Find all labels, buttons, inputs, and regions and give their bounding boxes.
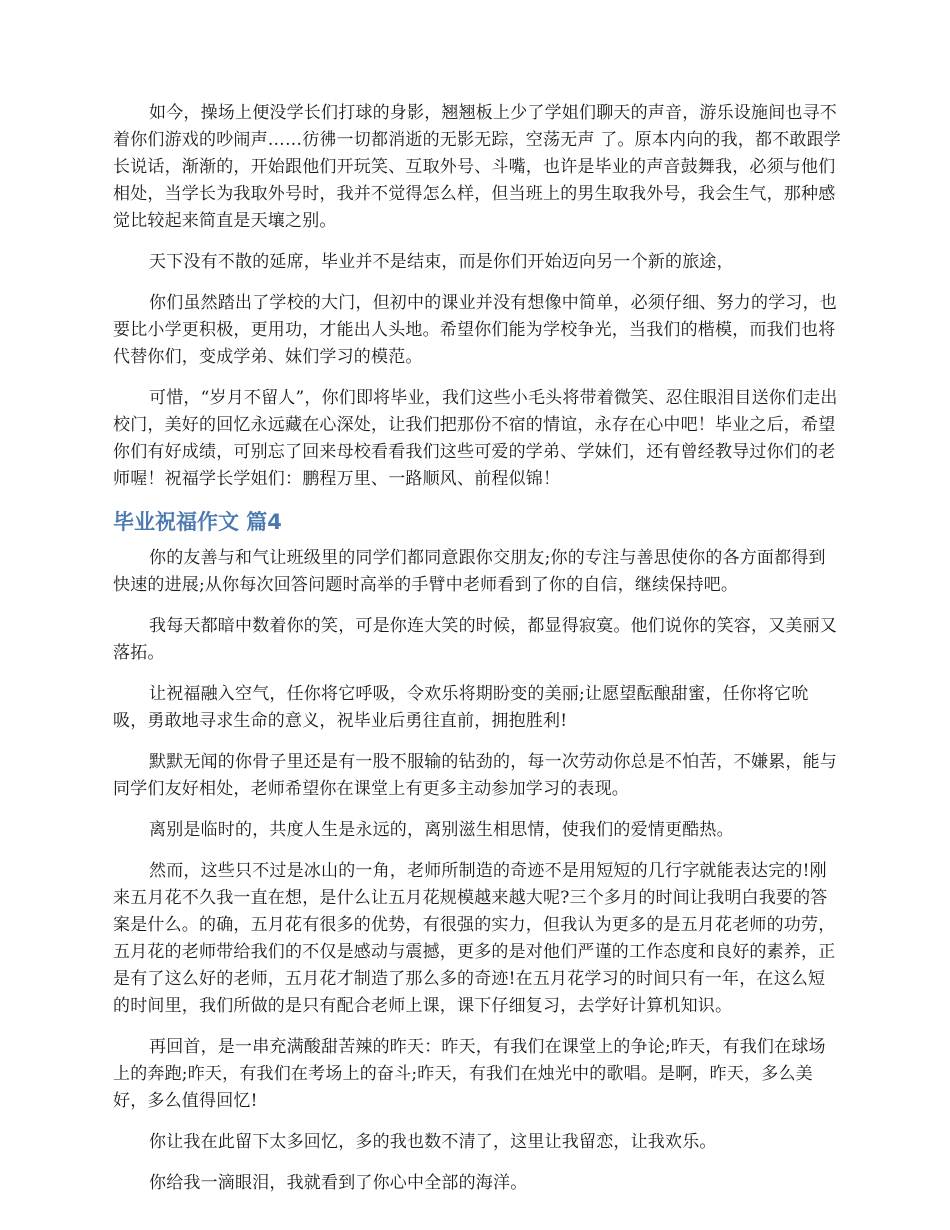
section-heading: 毕业祝福作文 篇4 bbox=[113, 510, 282, 534]
paragraph: 再回首，是一串充满酸甜苦辣的昨天：昨天，有我们在课堂上的争论;昨天，有我们在球场上的奔跑;昨天，有我们在考场上的奋斗;昨天，有我们在烛光中的歌唱。是啊，昨天，多么美好，多么值得回忆! bbox=[113, 1037, 826, 1111]
paragraph: 可惜，“岁月不留人”，你们即将毕业，我们这些小毛头将带着微笑、忍住眼泪目送你们走出校门，美好的回忆永远藏在心深处，让我们把那份不宿的情谊，永存在心中吧！毕业之后，希望你们有好成绩，可别忘了回来母校看看我们这些可爱的学弟、学妹们，还有曾经教导过你们的老师喔！祝福学长学姐们：鹏程万里、一路顺风、前程似锦！ bbox=[113, 388, 838, 489]
paragraph: 如今，操场上便没学长们打球的身影，翘翘板上少了学姐们聊天的声音，游乐设施间也寻不着你们游戏的吵闹声……彷彿一切都消逝的无影无踪，空荡无声 了。原本内向的我，都不敢跟学长说话，渐渐的，开始跟他们开玩笑、互取外号、斗嘴，也许是毕业的声音鼓舞我，必须与他们相处，当学长为我取外号时，我并不觉得怎么样，但当班上的男生取我外号，我会生气，那种感觉比较起来简直是天壤之别。 bbox=[113, 103, 842, 231]
paragraph: 天下没有不散的延席，毕业并不是结束，而是你们开始迈向另一个新的旅途， bbox=[149, 252, 734, 272]
paragraph: 然而，这些只不过是冰山的一角，老师所制造的奇迹不是用短短的几行字就能表达完的!刚来五月花不久我一直在想，是什么让五月花规模越来越大呢?三个多月的时间让我明白我要的答案是什么。的确，五月花有很多的优势，有很强的实力，但我认为更多的是五月花老师的功劳，五月花的老师带给我们的不仅是感动与震撼，更多的是对他们严谨的工作态度和良好的素养，正是有了这么好的老师，五月花才制造了那么多的奇迹!在五月花学习的时间只有一年，在这么短的时间里，我们所做的是只有配合老师上课，课下仔细复习，去学好计算机知识。 bbox=[113, 861, 836, 1016]
paragraph: 你给我一滴眼泪，我就看到了你心中全部的海洋。 bbox=[149, 1173, 528, 1193]
paragraph: 你们虽然踏出了学校的大门，但初中的课业并没有想像中简单，必须仔细、努力的学习，也要比小学更积极，更用功，才能出人头地。希望你们能为学校争光，当我们的楷模，而我们也将代替你们，变成学弟、妹们学习的模范。 bbox=[113, 293, 837, 367]
paragraph: 让祝福融入空气，任你将它呼吸，令欢乐将期盼变的美丽;让愿望酝酿甜蜜，任你将它吮吸，勇敢地寻求生命的意义，祝毕业后勇往直前，拥抱胜利! bbox=[113, 684, 809, 731]
paragraph: 你让我在此留下太多回忆，多的我也数不清了，这里让我留恋，让我欢乐。 bbox=[149, 1132, 717, 1152]
paragraph: 离别是临时的，共度人生是永远的，离别滋生相思情，使我们的爱情更酷热。 bbox=[149, 820, 734, 840]
document-body bbox=[113, 100, 841, 1211]
paragraph: 你的友善与和气让班级里的同学们都同意跟你交朋友;你的专注与善思使你的各方面都得到快速的进展;从你每次回答问题时高举的手臂中老师看到了你的自信，继续保持吧。 bbox=[113, 548, 826, 595]
paragraph: 默默无闻的你骨子里还是有一股不服输的钻劲的，每一次劳动你总是不怕苦，不嫌累，能与同学们友好相处，老师希望你在课堂上有更多主动参加学习的表现。 bbox=[113, 752, 837, 799]
paragraph: 我每天都暗中数着你的笑，可是你连大笑的时候，都显得寂寞。他们说你的笑容，又美丽又落拓。 bbox=[113, 616, 837, 663]
